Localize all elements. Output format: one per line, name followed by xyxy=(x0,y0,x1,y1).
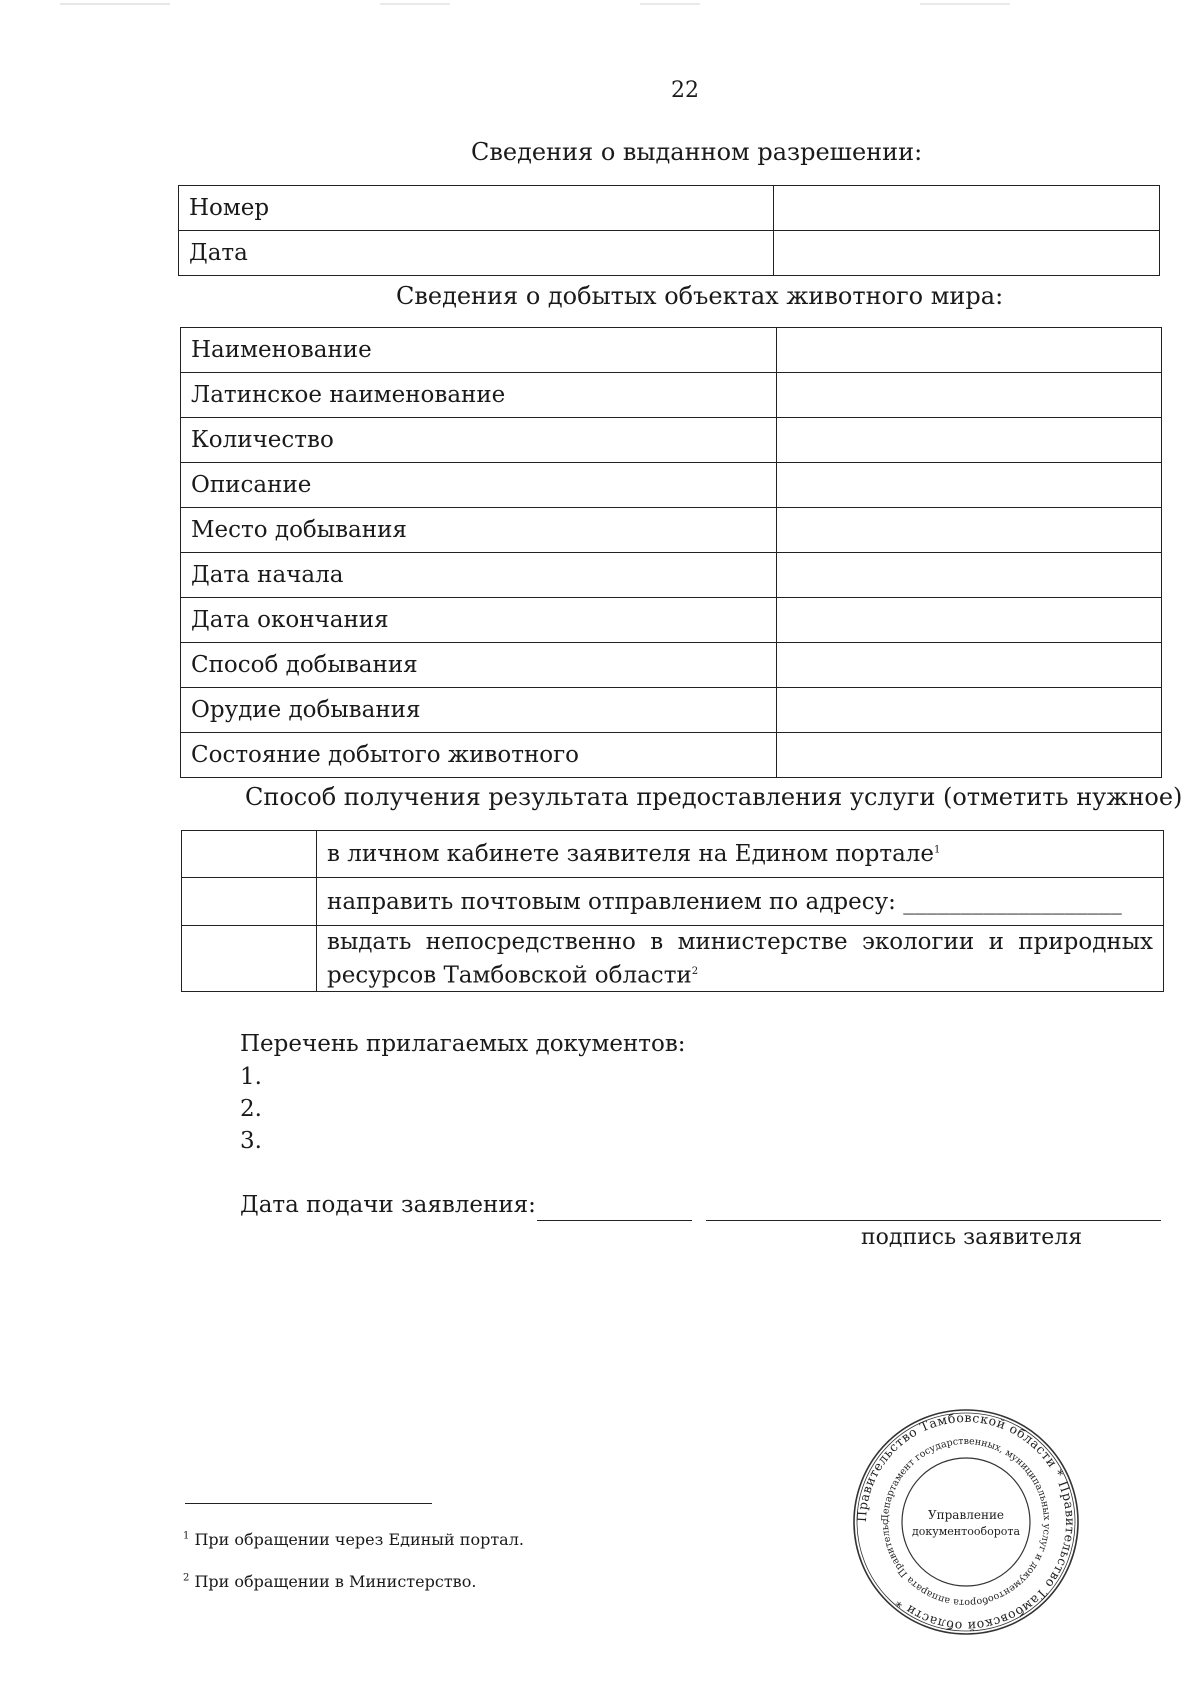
stamp-center-line2: документооборота xyxy=(911,1525,1021,1538)
table-row xyxy=(182,878,1164,926)
portal-option-text: в личном кабинете заявителя на Едином портале xyxy=(327,841,935,867)
hunting-tool-field[interactable] xyxy=(777,688,1162,733)
table-row xyxy=(181,508,1162,553)
page-number: 22 xyxy=(671,78,699,103)
table-row xyxy=(181,688,1162,733)
table-row xyxy=(179,186,1160,231)
footnote-divider xyxy=(185,1503,432,1504)
animal-state-label: Состояние добытого животного xyxy=(181,733,777,778)
latin-name-field[interactable] xyxy=(777,373,1162,418)
stamp-outer-text: Правительство Тамбовской области * Правительство Тамбовской области * xyxy=(853,1409,1079,1635)
animal-name-field[interactable] xyxy=(777,328,1162,373)
signature-field[interactable] xyxy=(706,1220,1161,1221)
mail-option-checkbox[interactable] xyxy=(182,878,317,926)
animals-heading: Сведения о добытых объектах животного мира: xyxy=(396,282,1004,310)
quantity-label: Количество xyxy=(181,418,777,463)
hunting-place-field[interactable] xyxy=(777,508,1162,553)
mail-option-text: направить почтовым отправлением по адресу: xyxy=(327,888,904,915)
animal-name-label: Наименование xyxy=(181,328,777,373)
permit-number-field[interactable] xyxy=(774,186,1160,231)
table-row xyxy=(182,926,1164,992)
signature-caption: подпись заявителя xyxy=(861,1225,1083,1250)
footnote-ref-1: 1 xyxy=(934,844,941,856)
official-stamp xyxy=(852,1408,1080,1636)
permit-table xyxy=(178,185,1160,276)
footnote-1 xyxy=(183,1530,524,1549)
table-row xyxy=(181,598,1162,643)
mail-option-label xyxy=(317,878,1164,926)
table-row xyxy=(181,418,1162,463)
description-field[interactable] xyxy=(777,463,1162,508)
permit-heading: Сведения о выданном разрешении: xyxy=(471,138,923,166)
submission-date-label: Дата подачи заявления: xyxy=(240,1192,536,1218)
delivery-options-table xyxy=(181,830,1164,992)
ministry-option-checkbox[interactable] xyxy=(182,926,317,992)
end-date-field[interactable] xyxy=(777,598,1162,643)
hunting-method-label: Способ добывания xyxy=(181,643,777,688)
document-item[interactable]: 3. xyxy=(240,1128,262,1154)
stamp-center-line1: Управление xyxy=(927,1508,1005,1522)
portal-option-label xyxy=(317,831,1164,878)
table-row xyxy=(181,643,1162,688)
footnote-2 xyxy=(183,1572,476,1591)
ministry-option-text: выдать непосредственно в министерстве экологии и природных ресурсов Тамбовской области xyxy=(327,928,1153,989)
table-row xyxy=(181,733,1162,778)
document-item[interactable]: 2. xyxy=(240,1096,262,1122)
footnote-text: При обращении в Министерство. xyxy=(189,1572,477,1591)
footnote-ref-2: 2 xyxy=(691,965,699,977)
animals-table xyxy=(180,327,1162,778)
documents-list-title: Перечень прилагаемых документов: xyxy=(240,1031,686,1057)
permit-number-label: Номер xyxy=(179,186,774,231)
document-item[interactable]: 1. xyxy=(240,1064,262,1090)
start-date-label: Дата начала xyxy=(181,553,777,598)
hunting-tool-label: Орудие добывания xyxy=(181,688,777,733)
end-date-label: Дата окончания xyxy=(181,598,777,643)
footnote-mark: 2 xyxy=(183,1572,190,1584)
animal-state-field[interactable] xyxy=(777,733,1162,778)
permit-date-label: Дата xyxy=(179,231,774,276)
table-row xyxy=(181,463,1162,508)
scan-artifact xyxy=(380,3,450,5)
table-row xyxy=(181,328,1162,373)
hunting-method-field[interactable] xyxy=(777,643,1162,688)
description-label: Описание xyxy=(181,463,777,508)
footnote-text: При обращении через Единый портал. xyxy=(189,1530,524,1549)
scan-artifact xyxy=(60,3,170,5)
table-row xyxy=(181,373,1162,418)
quantity-field[interactable] xyxy=(777,418,1162,463)
stamp-seal xyxy=(852,1408,1080,1636)
portal-option-checkbox[interactable] xyxy=(182,831,317,878)
table-row xyxy=(182,831,1164,878)
scan-artifact xyxy=(640,3,700,5)
start-date-field[interactable] xyxy=(777,553,1162,598)
permit-date-field[interactable] xyxy=(774,231,1160,276)
ministry-option-label xyxy=(317,926,1164,992)
mail-address-field[interactable]: ___________________ xyxy=(903,888,1122,915)
delivery-heading: Способ получения результата предоставления услуги (отметить нужное) xyxy=(245,783,1183,811)
hunting-place-label: Место добывания xyxy=(181,508,777,553)
table-row xyxy=(181,553,1162,598)
footnote-mark: 1 xyxy=(183,1530,190,1542)
stamp-middle-text: Департамент государственных, муниципальных услуг и документооборота аппарата Правительс xyxy=(879,1435,1053,1609)
latin-name-label: Латинское наименование xyxy=(181,373,777,418)
scan-artifact xyxy=(920,3,1010,5)
table-row xyxy=(179,231,1160,276)
submission-date-field[interactable] xyxy=(537,1220,692,1221)
